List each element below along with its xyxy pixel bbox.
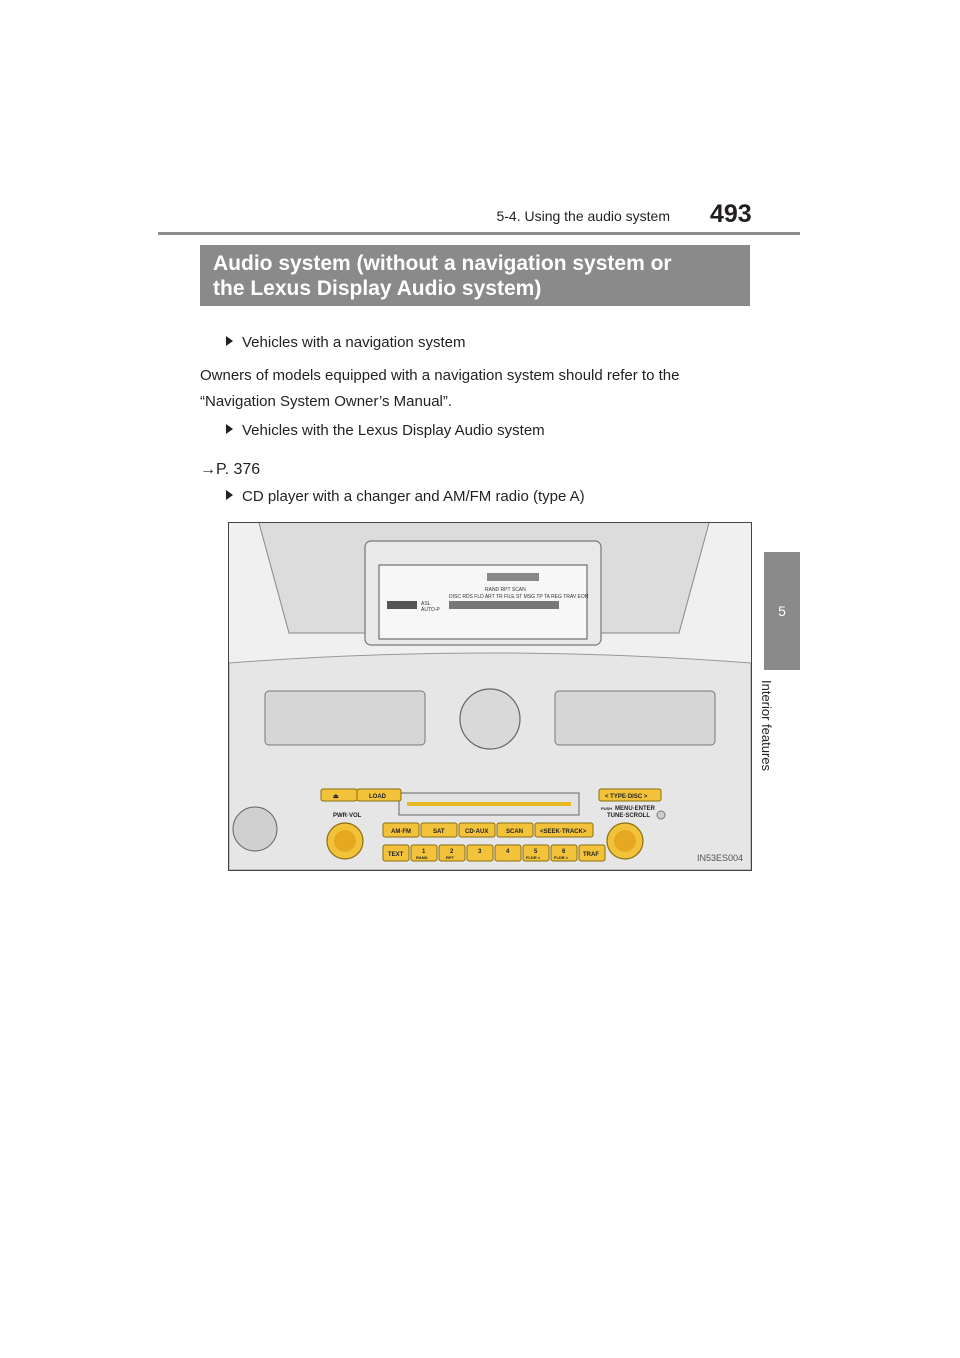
- header-section-title: 5-4. Using the audio system: [496, 208, 670, 224]
- svg-text:TRAF: TRAF: [583, 852, 599, 858]
- preset-1-button[interactable]: [411, 845, 437, 861]
- paragraph-line: Owners of models equipped with a navigation system should refer to the: [200, 367, 680, 384]
- preset-2-button[interactable]: [439, 845, 465, 861]
- seek-track-button[interactable]: [535, 823, 593, 837]
- cd-slot: [407, 802, 571, 806]
- svg-text:⏏: ⏏: [333, 794, 339, 800]
- section-title-line1: Audio system (without a navigation system or: [213, 252, 672, 275]
- svg-text:4: 4: [506, 849, 510, 855]
- svg-text:LOAD: LOAD: [369, 794, 386, 800]
- pwr-vol-knob[interactable]: [327, 823, 363, 859]
- page-cross-reference[interactable]: →P. 376: [200, 461, 261, 478]
- svg-text:TEXT: TEXT: [388, 852, 404, 858]
- indicator-dot: [657, 811, 665, 819]
- cd-aux-button[interactable]: [459, 823, 495, 837]
- triangle-bullet-icon: [226, 490, 233, 500]
- display-indicators-top: RAND RPT SCAN: [485, 587, 526, 593]
- svg-text:RPT: RPT: [446, 855, 454, 860]
- chapter-label: [759, 680, 794, 820]
- paragraph-line: “Navigation System Owner’s Manual”.: [200, 393, 453, 410]
- svg-text:RAND: RAND: [416, 855, 428, 860]
- section-title-bar: [200, 245, 750, 306]
- audio-panel-illustration: [229, 523, 751, 870]
- svg-text:3: 3: [478, 849, 482, 855]
- tune-scroll-knob[interactable]: [607, 823, 643, 859]
- bullet-display-audio: [226, 422, 545, 439]
- display-asl: ASL: [421, 601, 431, 607]
- preset-6-button[interactable]: [551, 845, 577, 861]
- center-clock: [460, 689, 520, 749]
- svg-text:2: 2: [450, 849, 454, 855]
- display-auto-p: AUTO-P: [421, 607, 440, 613]
- svg-text:6: 6: [562, 849, 566, 855]
- preset-5-button[interactable]: [523, 845, 549, 861]
- figure-code: IN53ES004: [697, 853, 744, 863]
- header-rule: [158, 232, 800, 235]
- section-title-line2: the Lexus Display Audio system): [213, 277, 542, 300]
- bullet-cd-player: [226, 488, 585, 505]
- sat-button[interactable]: [421, 823, 457, 837]
- pwr-vol-label: PWR·VOL: [333, 813, 362, 819]
- triangle-bullet-icon: [226, 336, 233, 346]
- push-label: PUSH: [601, 806, 613, 811]
- svg-text:5: 5: [534, 849, 538, 855]
- left-side-knob: [233, 807, 277, 851]
- chapter-label-text: Interior features: [759, 680, 774, 772]
- display-segment-left: [387, 601, 417, 609]
- svg-text:CD·AUX: CD·AUX: [465, 829, 489, 835]
- svg-text:< TYPE·DISC >: < TYPE·DISC >: [605, 794, 648, 800]
- triangle-bullet-icon: [226, 424, 233, 434]
- chapter-tab[interactable]: 5: [764, 552, 800, 670]
- am-fm-button[interactable]: [383, 823, 419, 837]
- preset-3-button[interactable]: [467, 845, 493, 861]
- svg-text:SAT: SAT: [433, 829, 445, 835]
- load-button[interactable]: [357, 789, 401, 801]
- display-segment-main: [449, 601, 559, 609]
- svg-text:AM·FM: AM·FM: [391, 829, 411, 835]
- traf-button[interactable]: [579, 845, 605, 861]
- svg-text:FLDR <: FLDR <: [526, 855, 541, 860]
- paragraph-navigation-manual: [200, 363, 760, 415]
- display-indicators-middle: DISC RDS FLD ART TR FILE ST MSG TP TA REG TRAV EON: [449, 594, 589, 600]
- bullet-text: Vehicles with a navigation system: [242, 334, 466, 351]
- preset-4-button[interactable]: [495, 845, 521, 861]
- right-air-vent: [555, 691, 715, 745]
- audio-panel-figure: [228, 522, 752, 871]
- svg-text:FLDR >: FLDR >: [554, 855, 569, 860]
- eject-button[interactable]: [321, 789, 357, 801]
- display-segment-top: [487, 573, 539, 581]
- page-number: 493: [710, 200, 752, 228]
- scan-button[interactable]: [497, 823, 533, 837]
- svg-text:SCAN: SCAN: [506, 829, 524, 835]
- bullet-text: CD player with a changer and AM/FM radio (type A): [242, 488, 585, 505]
- bullet-navigation: [226, 334, 465, 351]
- text-button[interactable]: [383, 845, 409, 861]
- tune-scroll-label: TUNE·SCROLL: [607, 813, 650, 819]
- left-air-vent: [265, 691, 425, 745]
- svg-text:<SEEK·TRACK>: <SEEK·TRACK>: [540, 829, 587, 835]
- type-disc-button[interactable]: [599, 789, 661, 801]
- bullet-text: Vehicles with the Lexus Display Audio system: [242, 422, 545, 439]
- svg-text:1: 1: [422, 849, 426, 855]
- menu-enter-label: MENU·ENTER: [615, 806, 655, 812]
